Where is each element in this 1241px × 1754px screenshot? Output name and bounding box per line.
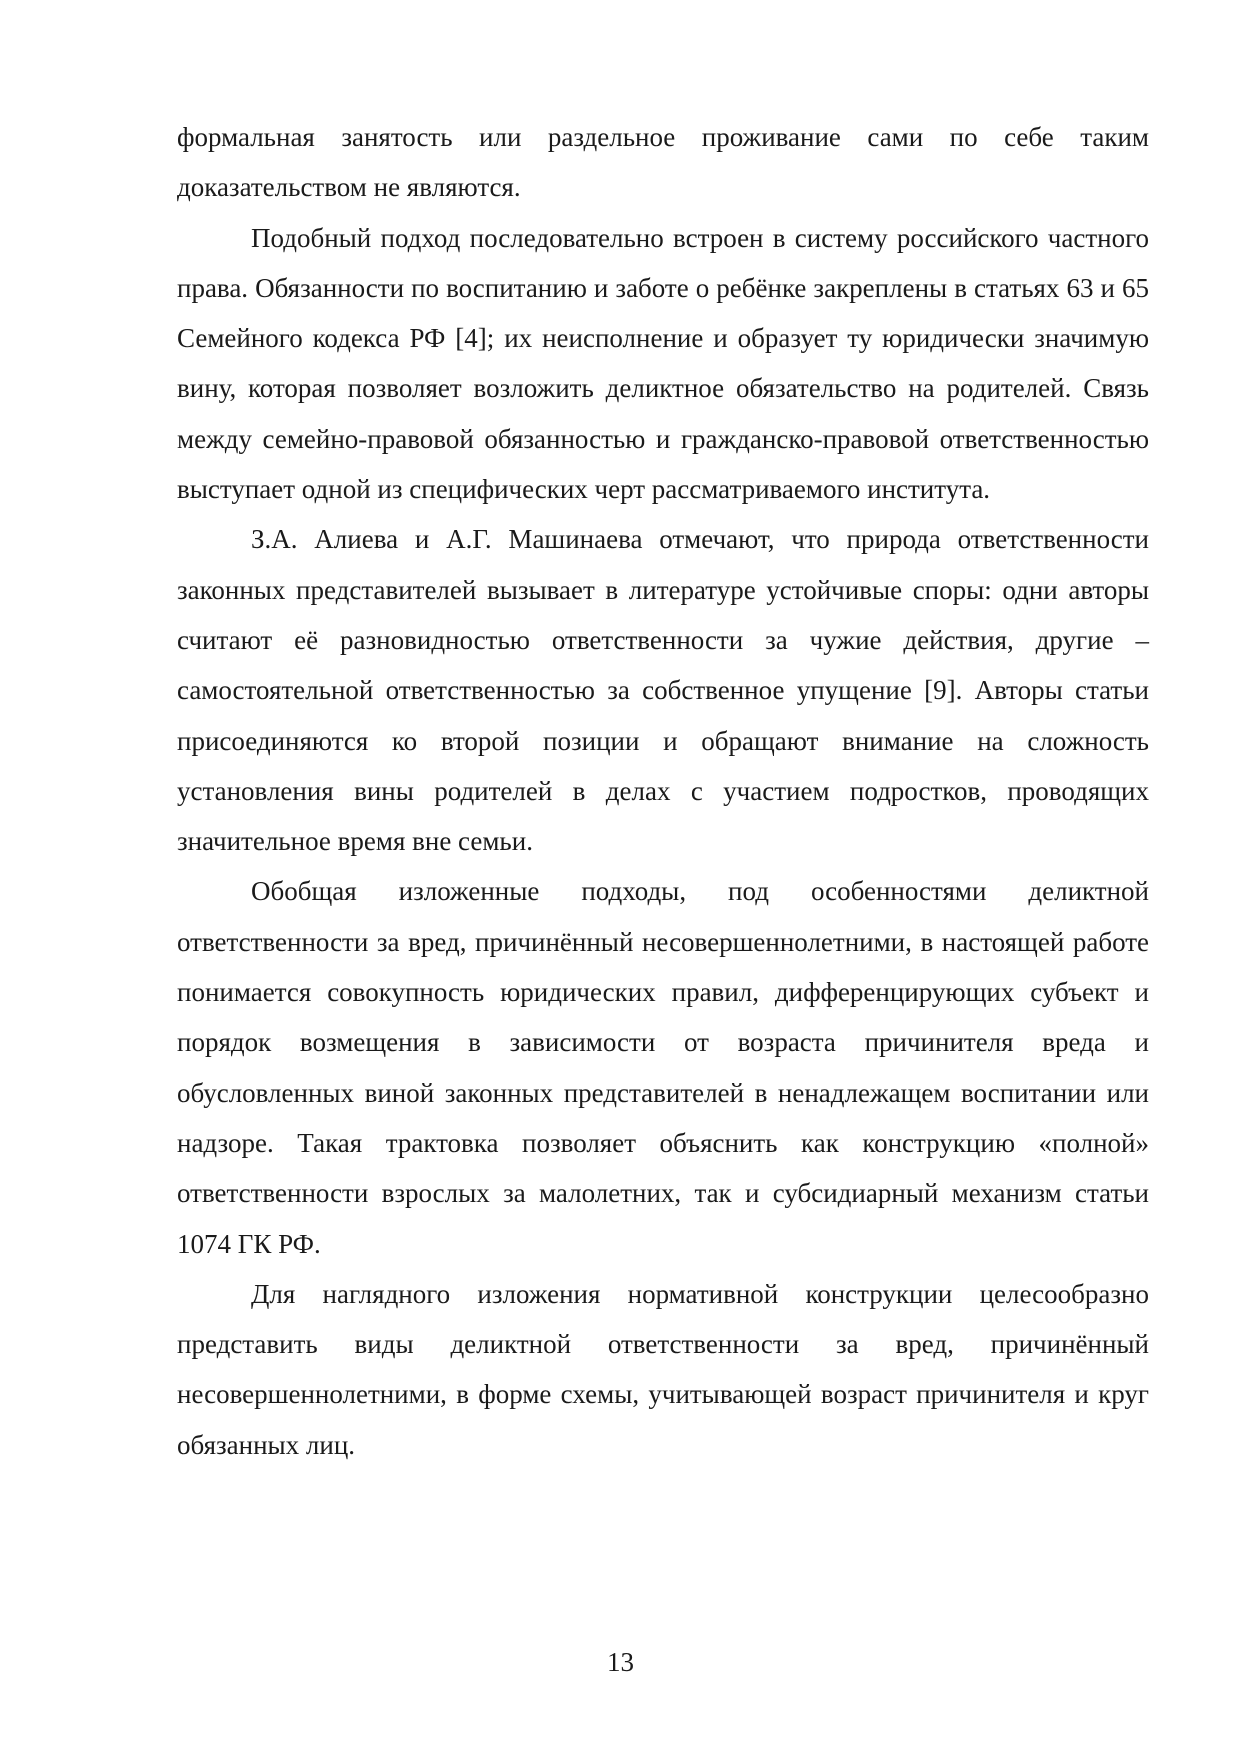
paragraph: З.А. Алиева и А.Г. Машинаева отмечают, что природа ответственности законных представителей вызывает в литературе устойчивые споры: одни авторы считают её разновидностью ответственности за чужие действия, другие – самостоятельной ответственностью за собственное упущение [9]. Авторы статьи присоединяются ко второй позиции и обращают внимание на сложность установления вины родителей в делах с участием подростков, проводящих значительное время вне семьи. [177,524,1149,857]
paragraph-continuation: формальная занятость или раздельное проживание сами по себе таким доказательством не являются. [177,122,1149,203]
page-number: 13 [607,1647,634,1677]
paragraph: Обобщая изложенные подходы, под особенностями деликтной ответственности за вред, причинённый несовершеннолетними, в настоящей работе понимается совокупность юридических правил, дифференцирующих субъект и порядок возмещения в зависимости от возраста причинителя вреда и обусловленных виной законных представителей в ненадлежащем воспитании или надзоре. Такая трактовка позволяет объяснить как конструкцию «полной» ответственности взрослых за малолетних, так и субсидиарный механизм статьи 1074 ГК РФ. [177,876,1149,1259]
paragraph: Для наглядного изложения нормативной конструкции целесообразно представить виды деликтной ответственности за вред, причинённый несовершеннолетними, в форме схемы, учитывающей возраст причинителя и круг обязанных лиц. [177,1278,1149,1460]
body-text [177,112,1149,1470]
paragraph: Подобный подход последовательно встроен в систему российского частного права. Обязанности по воспитанию и заботе о ребёнке закреплены в статьях 63 и 65 Семейного кодекса РФ [4]; их неисполнение и образует ту юридически значимую вину, которая позволяет возложить деликтное обязательство на родителей. Связь между семейно-правовой обязанностью и гражданско-правовой ответственностью выступает одной из специфических черт рассматриваемого института. [177,222,1149,505]
